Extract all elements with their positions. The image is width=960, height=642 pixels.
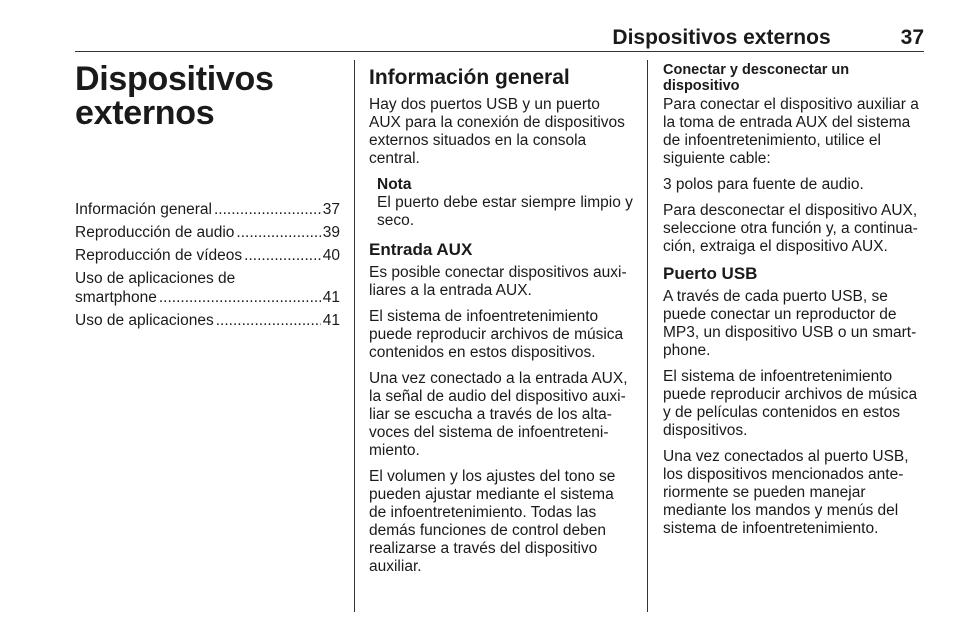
subheading-conectar-desconectar: Conectar y desconectar un dispositivo [663, 62, 850, 94]
chapter-title-line1: Dispositivos [75, 60, 274, 98]
connect-paragraph: 3 polos para fuente de audio. [663, 176, 864, 193]
toc-entry-uso-aplicaciones[interactable] [75, 311, 340, 330]
usb-paragraph: El sistema de infoentretenimiento puede reproducir archivos de música y de películas contenidos en estos dispositivos. [663, 368, 918, 439]
toc-page: 37 [322, 201, 340, 218]
toc-page: 41 [322, 289, 340, 306]
left-column [75, 62, 340, 334]
toc-label: Reproducción de audio [75, 224, 235, 241]
toc-entry-reproduccion-audio[interactable] [75, 223, 340, 242]
connect-paragraph: Para conectar el dispositivo auxiliar a la toma de entrada AUX del sistema de infoentretenimiento, utilice el siguiente cable: [663, 96, 919, 167]
toc-entry-reproduccion-videos[interactable] [75, 246, 340, 265]
toc-leader-dots [236, 223, 320, 242]
toc-leader-dots [159, 288, 321, 307]
toc-label: Información general [75, 201, 212, 218]
toc-page: 41 [322, 312, 340, 329]
intro-paragraph: Hay dos puertos USB y un puerto AUX para la conexión de dispositivos externos situados en la consola central. [369, 96, 625, 167]
header-divider [75, 51, 924, 52]
section-heading-entrada-aux: Entrada AUX [369, 240, 473, 259]
toc-leader-dots [214, 200, 321, 219]
aux-paragraph: El sistema de infoentretenimiento puede reproducir archivos de música contenidos en estos dispositivos. [369, 308, 624, 361]
note-box [377, 176, 633, 230]
section-heading-informacion-general: Información general [369, 66, 570, 89]
toc-label-line1: Uso de aplicaciones de [75, 270, 236, 287]
toc-label-line2: smartphone [75, 289, 157, 306]
toc-entry-informacion-general[interactable] [75, 200, 340, 219]
middle-column [369, 62, 633, 584]
section-title: Dispositivos externos [612, 26, 831, 49]
page-number: 37 [900, 26, 924, 49]
aux-paragraph: El volumen y los ajustes del tono se pueden ajustar mediante el sistema de infoentretenimiento. Todas las demás funciones de control deben realizarse a través del dispositivo auxiliar. [369, 468, 616, 575]
chapter-title [75, 62, 340, 130]
toc-label: Uso de aplicaciones [75, 312, 214, 329]
toc-entry-aplicaciones-smartphone[interactable] [75, 269, 340, 307]
aux-paragraph: Es posible conectar dispositivos auxiliares a la entrada AUX. [369, 264, 627, 299]
toc-leader-dots [216, 311, 321, 330]
column-divider-2 [647, 60, 648, 612]
section-heading-puerto-usb: Puerto USB [663, 264, 758, 283]
right-column [663, 62, 927, 546]
note-text: El puerto debe estar siempre limpio y seco. [377, 194, 633, 229]
column-divider-1 [354, 60, 355, 612]
toc-page: 39 [322, 224, 340, 241]
toc-leader-dots [244, 246, 321, 265]
toc-label: Reproducción de vídeos [75, 247, 243, 264]
aux-paragraph: Una vez conectado a la entrada AUX, la señal de audio del dispositivo auxiliar se escucha a través de los altavoces del sistema de infoentretenimiento. [369, 370, 628, 459]
table-of-contents [75, 200, 340, 330]
note-title: Nota [377, 176, 412, 193]
usb-paragraph: A través de cada puerto USB, se puede conectar un reproductor de MP3, un dispositivo USB o un smartphone. [663, 288, 917, 359]
toc-page: 40 [322, 247, 340, 264]
chapter-title-line2: externos [75, 94, 215, 132]
page-header [75, 26, 924, 50]
usb-paragraph: Una vez conectados al puerto USB, los dispositivos mencionados anteriormente se pueden manejar mediante los mandos y menús del sistema de infoentretenimiento. [663, 448, 909, 537]
connect-paragraph: Para desconectar el dispositivo AUX, seleccione otra función y, a continuación, extraiga el dispositivo AUX. [663, 202, 918, 255]
